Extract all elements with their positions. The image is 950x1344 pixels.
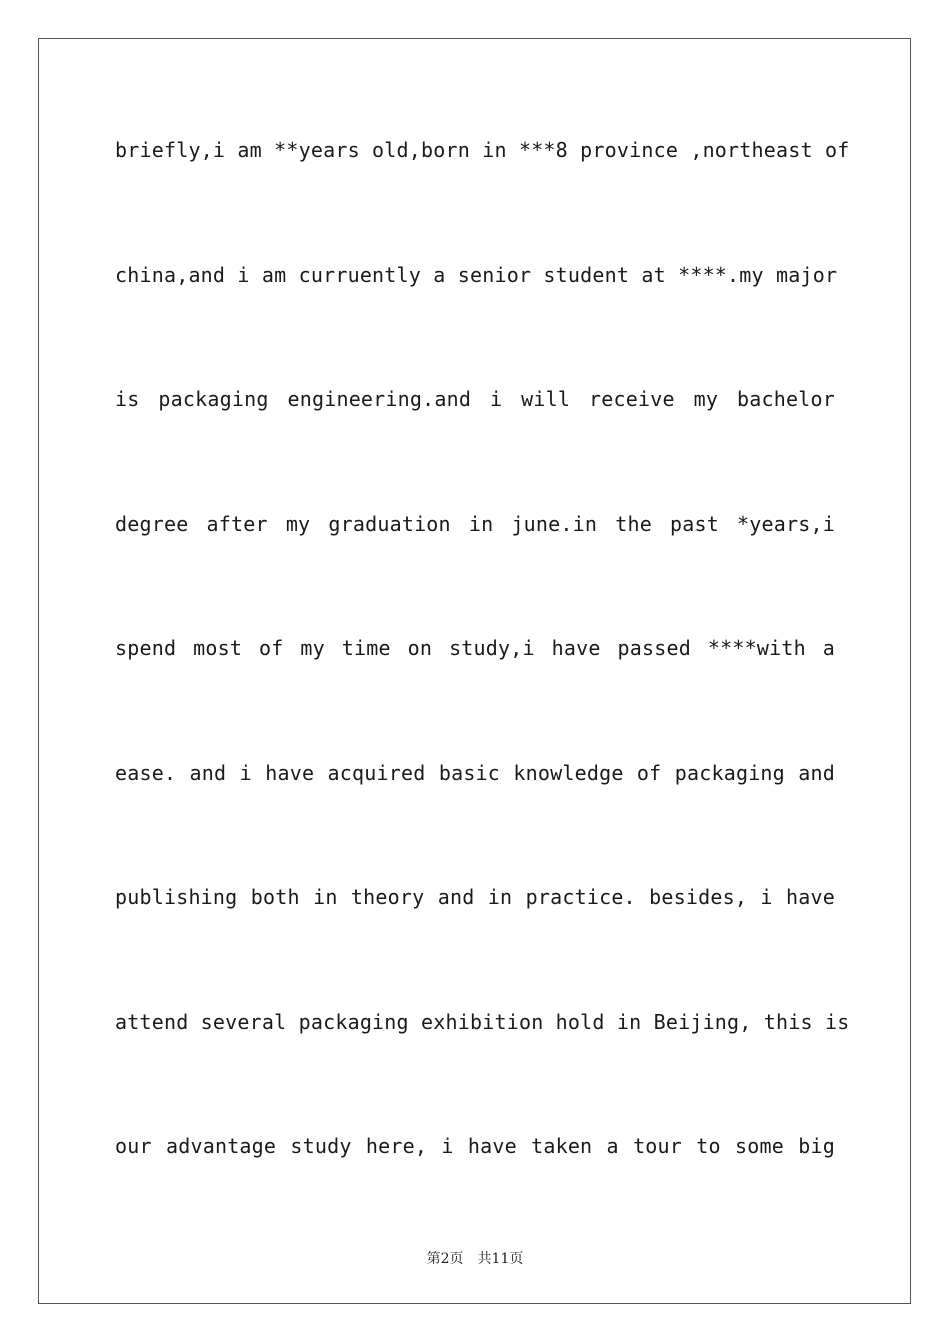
text-line: attend several packaging exhibition hold in Beijing, this is	[115, 1009, 850, 1034]
text-line: our advantage study here, i have taken a tour to some big	[115, 1134, 835, 1158]
text-line: publishing both in theory and in practice. besides, i have	[115, 885, 835, 909]
text-line: china,and i am curruently a senior student at ****.my major	[115, 262, 838, 287]
page-number-footer: 第2页 共11页	[426, 1251, 524, 1267]
text-line: ease. and i have acquired basic knowledge of packaging and	[115, 760, 835, 785]
document-body	[115, 132, 850, 1253]
text-line: spend most of my time on study,i have passed ****with a	[115, 636, 835, 660]
text-line: is packaging engineering.and i will receive my bachelor	[115, 387, 835, 411]
text-line: briefly,i am **years old,born in ***8 province ,northeast of	[115, 138, 850, 162]
text-line: degree after my graduation in june.in the past *years,i	[115, 511, 835, 536]
